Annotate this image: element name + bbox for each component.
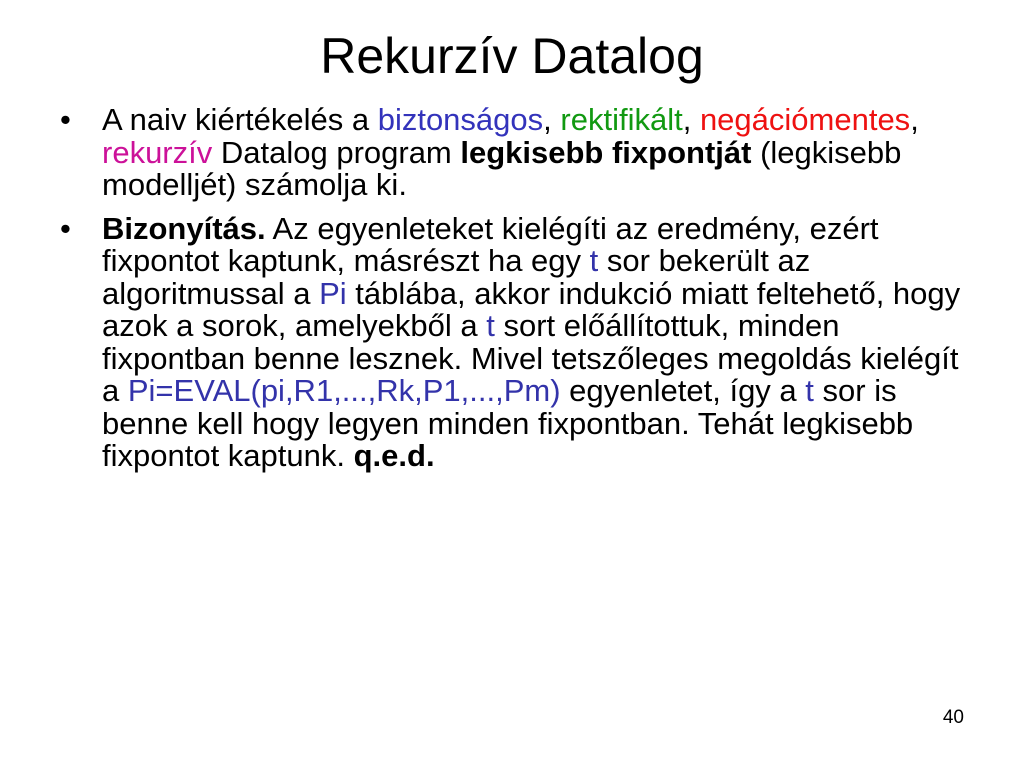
bullet1-text-2: , (543, 102, 561, 137)
var-pi: Pi (319, 275, 347, 311)
term-negaciomentes: negációmentes (699, 102, 911, 137)
proof-label: Bizonyítás. (102, 210, 266, 246)
bullet-naive-evaluation (60, 104, 970, 202)
bullet-marker: • (60, 210, 71, 246)
term-rektifikalt: rektifikált (560, 102, 683, 137)
term-legkisebb-fixpontjat: legkisebb fixpontját (460, 134, 752, 170)
var-t-2: t (486, 308, 495, 343)
bullet2-text-4: sort előállítottuk, minden fixpontban benne lesznek. Mivel tetszőleges megoldás kielégít a (102, 308, 959, 408)
term-rekurziv: rekurzív (102, 134, 213, 170)
bullet-proof (60, 210, 970, 473)
qed-label: q.e.d. (353, 438, 435, 473)
bullet2-text-3: táblába, akkor indukció miatt feltehető, hogy azok a sorok, amelyekből a (102, 275, 961, 343)
equation-eval: Pi=EVAL(pi,R1,...,Rk,P1,...,Pm) (127, 373, 561, 408)
bullet-marker: • (60, 102, 71, 137)
term-biztonsagos: biztonságos (377, 102, 544, 137)
bullet2-text-1: Az egyenleteket kielégíti az eredmény, ezért fixpontot kaptunk, másrészt ha egy (102, 210, 879, 278)
bullet2-text-6: sor is benne kell hogy legyen minden fixpontban. Tehát legkisebb fixpontot kaptunk. (102, 373, 914, 473)
bullet1-text-3: , (682, 102, 700, 137)
var-t-3: t (805, 373, 814, 408)
var-t-1: t (589, 243, 599, 278)
bullet2-text-5: egyenletet, így a (560, 373, 806, 408)
bullet1-text-5: Datalog program (212, 134, 461, 170)
bullet2-text-2: sor bekerült az algoritmussal a (102, 243, 811, 311)
bullet1-text-6: (legkisebb modelljét) számolja ki. (102, 134, 902, 202)
bullet-list (60, 104, 970, 484)
page-number: 40 (942, 707, 964, 728)
slide-title: Rekurzív Datalog (320, 28, 704, 84)
bullet1-text-1: A naiv kiértékelés a (102, 102, 378, 137)
bullet1-text-4: , (910, 102, 919, 137)
